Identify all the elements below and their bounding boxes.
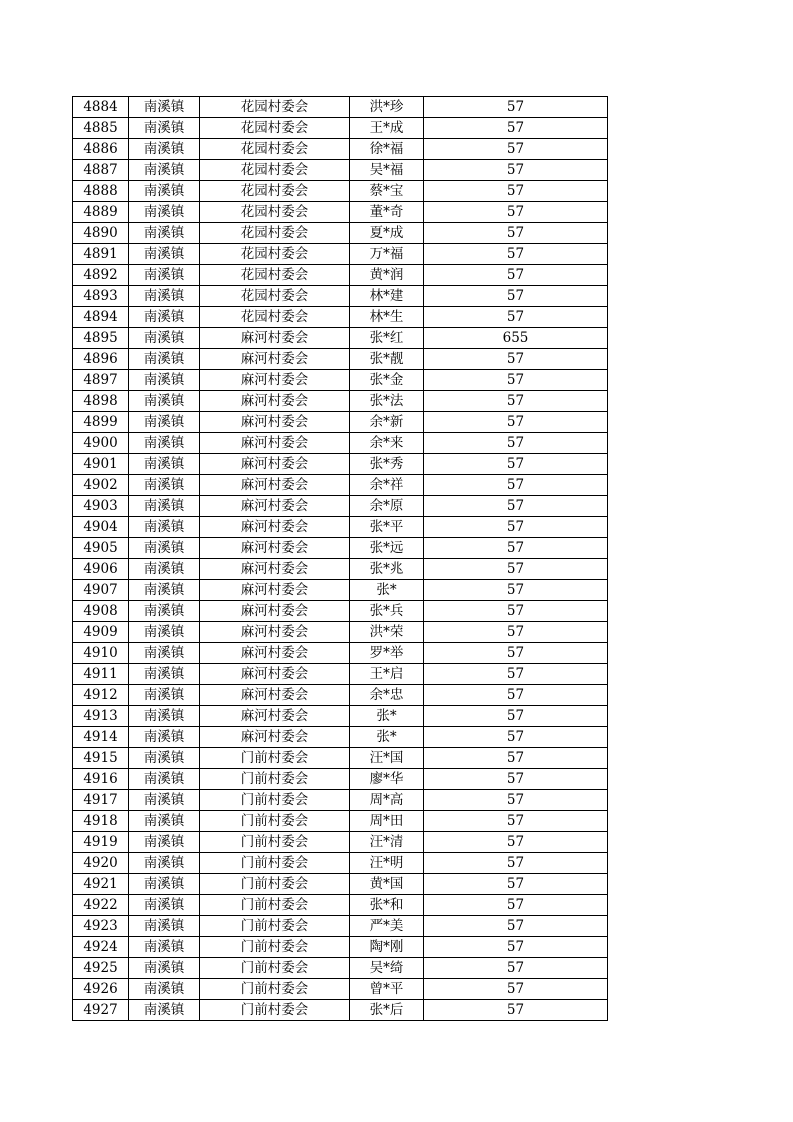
table-row — [73, 181, 608, 202]
amount-cell: 57 — [424, 433, 608, 454]
table-row — [73, 517, 608, 538]
row-number-cell: 4907 — [73, 580, 129, 601]
row-number-cell: 4888 — [73, 181, 129, 202]
table-row — [73, 118, 608, 139]
town-cell: 南溪镇 — [129, 160, 200, 181]
amount-cell: 57 — [424, 748, 608, 769]
table-row — [73, 706, 608, 727]
amount-cell: 57 — [424, 475, 608, 496]
town-cell: 南溪镇 — [129, 496, 200, 517]
name-cell: 汪*清 — [350, 832, 424, 853]
amount-cell: 57 — [424, 559, 608, 580]
town-cell: 南溪镇 — [129, 580, 200, 601]
table-row — [73, 496, 608, 517]
town-cell: 南溪镇 — [129, 601, 200, 622]
name-cell: 张*靓 — [350, 349, 424, 370]
name-cell: 吴*绮 — [350, 958, 424, 979]
town-cell: 南溪镇 — [129, 916, 200, 937]
name-cell: 董*奇 — [350, 202, 424, 223]
amount-cell: 57 — [424, 832, 608, 853]
table-row — [73, 475, 608, 496]
town-cell: 南溪镇 — [129, 328, 200, 349]
table-row — [73, 349, 608, 370]
amount-cell: 57 — [424, 265, 608, 286]
village-committee-cell: 门前村委会 — [200, 937, 350, 958]
name-cell: 吴*福 — [350, 160, 424, 181]
town-cell: 南溪镇 — [129, 832, 200, 853]
village-committee-cell: 花园村委会 — [200, 139, 350, 160]
row-number-cell: 4921 — [73, 874, 129, 895]
row-number-cell: 4913 — [73, 706, 129, 727]
row-number-cell: 4894 — [73, 307, 129, 328]
village-committee-cell: 麻河村委会 — [200, 328, 350, 349]
table-row — [73, 643, 608, 664]
row-number-cell: 4923 — [73, 916, 129, 937]
row-number-cell: 4889 — [73, 202, 129, 223]
town-cell: 南溪镇 — [129, 307, 200, 328]
table-row — [73, 811, 608, 832]
data-table — [72, 96, 608, 1021]
table-row — [73, 895, 608, 916]
name-cell: 张* — [350, 580, 424, 601]
town-cell: 南溪镇 — [129, 181, 200, 202]
town-cell: 南溪镇 — [129, 727, 200, 748]
name-cell: 张*远 — [350, 538, 424, 559]
town-cell: 南溪镇 — [129, 853, 200, 874]
amount-cell: 57 — [424, 517, 608, 538]
amount-cell: 57 — [424, 706, 608, 727]
village-committee-cell: 麻河村委会 — [200, 685, 350, 706]
amount-cell: 57 — [424, 1000, 608, 1021]
row-number-cell: 4920 — [73, 853, 129, 874]
amount-cell: 57 — [424, 412, 608, 433]
name-cell: 王*成 — [350, 118, 424, 139]
village-committee-cell: 麻河村委会 — [200, 349, 350, 370]
town-cell: 南溪镇 — [129, 811, 200, 832]
name-cell: 张*后 — [350, 1000, 424, 1021]
village-committee-cell: 门前村委会 — [200, 832, 350, 853]
name-cell: 余*新 — [350, 412, 424, 433]
row-number-cell: 4905 — [73, 538, 129, 559]
name-cell: 黄*润 — [350, 265, 424, 286]
village-committee-cell: 花园村委会 — [200, 244, 350, 265]
row-number-cell: 4902 — [73, 475, 129, 496]
town-cell: 南溪镇 — [129, 265, 200, 286]
table-row — [73, 727, 608, 748]
amount-cell: 57 — [424, 979, 608, 1000]
village-committee-cell: 门前村委会 — [200, 748, 350, 769]
amount-cell: 57 — [424, 643, 608, 664]
town-cell: 南溪镇 — [129, 874, 200, 895]
table-row — [73, 223, 608, 244]
amount-cell: 57 — [424, 139, 608, 160]
table-row — [73, 958, 608, 979]
village-committee-cell: 花园村委会 — [200, 181, 350, 202]
town-cell: 南溪镇 — [129, 958, 200, 979]
row-number-cell: 4915 — [73, 748, 129, 769]
table-row — [73, 328, 608, 349]
amount-cell: 57 — [424, 727, 608, 748]
village-committee-cell: 麻河村委会 — [200, 370, 350, 391]
amount-cell: 57 — [424, 370, 608, 391]
table-row — [73, 790, 608, 811]
name-cell: 万*福 — [350, 244, 424, 265]
row-number-cell: 4918 — [73, 811, 129, 832]
row-number-cell: 4899 — [73, 412, 129, 433]
table-row — [73, 664, 608, 685]
name-cell: 张*秀 — [350, 454, 424, 475]
amount-cell: 57 — [424, 790, 608, 811]
table-row — [73, 685, 608, 706]
village-committee-cell: 门前村委会 — [200, 916, 350, 937]
name-cell: 张* — [350, 706, 424, 727]
village-committee-cell: 麻河村委会 — [200, 391, 350, 412]
name-cell: 张* — [350, 727, 424, 748]
table-row — [73, 454, 608, 475]
town-cell: 南溪镇 — [129, 643, 200, 664]
table-row — [73, 244, 608, 265]
town-cell: 南溪镇 — [129, 286, 200, 307]
row-number-cell: 4906 — [73, 559, 129, 580]
village-committee-cell: 门前村委会 — [200, 811, 350, 832]
row-number-cell: 4897 — [73, 370, 129, 391]
table-row — [73, 160, 608, 181]
name-cell: 严*美 — [350, 916, 424, 937]
table-row — [73, 559, 608, 580]
name-cell: 张*兵 — [350, 601, 424, 622]
table-row — [73, 139, 608, 160]
name-cell: 洪*珍 — [350, 97, 424, 118]
table-row — [73, 307, 608, 328]
name-cell: 余*祥 — [350, 475, 424, 496]
row-number-cell: 4887 — [73, 160, 129, 181]
name-cell: 徐*福 — [350, 139, 424, 160]
name-cell: 周*田 — [350, 811, 424, 832]
amount-cell: 57 — [424, 118, 608, 139]
town-cell: 南溪镇 — [129, 937, 200, 958]
town-cell: 南溪镇 — [129, 895, 200, 916]
row-number-cell: 4893 — [73, 286, 129, 307]
row-number-cell: 4917 — [73, 790, 129, 811]
village-committee-cell: 麻河村委会 — [200, 496, 350, 517]
name-cell: 陶*刚 — [350, 937, 424, 958]
village-committee-cell: 花园村委会 — [200, 307, 350, 328]
amount-cell: 57 — [424, 937, 608, 958]
name-cell: 张*法 — [350, 391, 424, 412]
town-cell: 南溪镇 — [129, 664, 200, 685]
amount-cell: 57 — [424, 580, 608, 601]
row-number-cell: 4895 — [73, 328, 129, 349]
amount-cell: 57 — [424, 286, 608, 307]
name-cell: 张*兆 — [350, 559, 424, 580]
amount-cell: 57 — [424, 223, 608, 244]
name-cell: 余*忠 — [350, 685, 424, 706]
town-cell: 南溪镇 — [129, 685, 200, 706]
village-committee-cell: 花园村委会 — [200, 97, 350, 118]
name-cell: 张*红 — [350, 328, 424, 349]
amount-cell: 57 — [424, 97, 608, 118]
town-cell: 南溪镇 — [129, 349, 200, 370]
town-cell: 南溪镇 — [129, 118, 200, 139]
village-committee-cell: 花园村委会 — [200, 202, 350, 223]
table-row — [73, 412, 608, 433]
table-row — [73, 1000, 608, 1021]
amount-cell: 57 — [424, 895, 608, 916]
table-row — [73, 391, 608, 412]
town-cell: 南溪镇 — [129, 223, 200, 244]
row-number-cell: 4884 — [73, 97, 129, 118]
village-committee-cell: 门前村委会 — [200, 958, 350, 979]
town-cell: 南溪镇 — [129, 1000, 200, 1021]
row-number-cell: 4891 — [73, 244, 129, 265]
table-row — [73, 874, 608, 895]
town-cell: 南溪镇 — [129, 244, 200, 265]
village-committee-cell: 门前村委会 — [200, 1000, 350, 1021]
village-committee-cell: 门前村委会 — [200, 769, 350, 790]
village-committee-cell: 麻河村委会 — [200, 727, 350, 748]
amount-cell: 57 — [424, 811, 608, 832]
table-row — [73, 748, 608, 769]
row-number-cell: 4898 — [73, 391, 129, 412]
town-cell: 南溪镇 — [129, 412, 200, 433]
table-row — [73, 370, 608, 391]
name-cell: 张*平 — [350, 517, 424, 538]
table-row — [73, 916, 608, 937]
table-body — [73, 97, 608, 1021]
amount-cell: 57 — [424, 664, 608, 685]
town-cell: 南溪镇 — [129, 790, 200, 811]
row-number-cell: 4916 — [73, 769, 129, 790]
village-committee-cell: 麻河村委会 — [200, 601, 350, 622]
name-cell: 蔡*宝 — [350, 181, 424, 202]
amount-cell: 57 — [424, 685, 608, 706]
village-committee-cell: 麻河村委会 — [200, 412, 350, 433]
town-cell: 南溪镇 — [129, 979, 200, 1000]
name-cell: 夏*成 — [350, 223, 424, 244]
table-row — [73, 202, 608, 223]
village-committee-cell: 花园村委会 — [200, 286, 350, 307]
town-cell: 南溪镇 — [129, 97, 200, 118]
row-number-cell: 4911 — [73, 664, 129, 685]
village-committee-cell: 麻河村委会 — [200, 664, 350, 685]
village-committee-cell: 花园村委会 — [200, 160, 350, 181]
row-number-cell: 4912 — [73, 685, 129, 706]
name-cell: 汪*明 — [350, 853, 424, 874]
village-committee-cell: 门前村委会 — [200, 790, 350, 811]
row-number-cell: 4924 — [73, 937, 129, 958]
row-number-cell: 4903 — [73, 496, 129, 517]
row-number-cell: 4885 — [73, 118, 129, 139]
village-committee-cell: 麻河村委会 — [200, 643, 350, 664]
amount-cell: 57 — [424, 454, 608, 475]
row-number-cell: 4896 — [73, 349, 129, 370]
table-row — [73, 97, 608, 118]
row-number-cell: 4909 — [73, 622, 129, 643]
town-cell: 南溪镇 — [129, 559, 200, 580]
name-cell: 曾*平 — [350, 979, 424, 1000]
row-number-cell: 4922 — [73, 895, 129, 916]
amount-cell: 57 — [424, 622, 608, 643]
name-cell: 林*建 — [350, 286, 424, 307]
name-cell: 余*来 — [350, 433, 424, 454]
table-row — [73, 769, 608, 790]
amount-cell: 57 — [424, 181, 608, 202]
amount-cell: 57 — [424, 874, 608, 895]
name-cell: 林*生 — [350, 307, 424, 328]
name-cell: 廖*华 — [350, 769, 424, 790]
village-committee-cell: 麻河村委会 — [200, 706, 350, 727]
table-row — [73, 601, 608, 622]
village-committee-cell: 门前村委会 — [200, 895, 350, 916]
row-number-cell: 4919 — [73, 832, 129, 853]
row-number-cell: 4926 — [73, 979, 129, 1000]
amount-cell: 57 — [424, 496, 608, 517]
table-row — [73, 937, 608, 958]
amount-cell: 57 — [424, 958, 608, 979]
village-committee-cell: 麻河村委会 — [200, 559, 350, 580]
amount-cell: 57 — [424, 349, 608, 370]
town-cell: 南溪镇 — [129, 391, 200, 412]
table-row — [73, 538, 608, 559]
village-committee-cell: 麻河村委会 — [200, 433, 350, 454]
row-number-cell: 4925 — [73, 958, 129, 979]
village-committee-cell: 花园村委会 — [200, 265, 350, 286]
town-cell: 南溪镇 — [129, 769, 200, 790]
town-cell: 南溪镇 — [129, 370, 200, 391]
name-cell: 洪*荣 — [350, 622, 424, 643]
row-number-cell: 4927 — [73, 1000, 129, 1021]
name-cell: 张*金 — [350, 370, 424, 391]
table-row — [73, 622, 608, 643]
village-committee-cell: 麻河村委会 — [200, 454, 350, 475]
row-number-cell: 4892 — [73, 265, 129, 286]
row-number-cell: 4890 — [73, 223, 129, 244]
town-cell: 南溪镇 — [129, 517, 200, 538]
row-number-cell: 4908 — [73, 601, 129, 622]
amount-cell: 57 — [424, 307, 608, 328]
name-cell: 余*原 — [350, 496, 424, 517]
amount-cell: 57 — [424, 160, 608, 181]
town-cell: 南溪镇 — [129, 706, 200, 727]
row-number-cell: 4904 — [73, 517, 129, 538]
name-cell: 罗*举 — [350, 643, 424, 664]
town-cell: 南溪镇 — [129, 748, 200, 769]
amount-cell: 57 — [424, 769, 608, 790]
table-row — [73, 433, 608, 454]
row-number-cell: 4901 — [73, 454, 129, 475]
village-committee-cell: 门前村委会 — [200, 853, 350, 874]
town-cell: 南溪镇 — [129, 433, 200, 454]
name-cell: 张*和 — [350, 895, 424, 916]
table-row — [73, 580, 608, 601]
table-row — [73, 853, 608, 874]
name-cell: 王*启 — [350, 664, 424, 685]
amount-cell: 57 — [424, 538, 608, 559]
table-row — [73, 286, 608, 307]
village-committee-cell: 门前村委会 — [200, 979, 350, 1000]
town-cell: 南溪镇 — [129, 538, 200, 559]
village-committee-cell: 麻河村委会 — [200, 580, 350, 601]
village-committee-cell: 麻河村委会 — [200, 517, 350, 538]
amount-cell: 57 — [424, 391, 608, 412]
village-committee-cell: 门前村委会 — [200, 874, 350, 895]
row-number-cell: 4900 — [73, 433, 129, 454]
village-committee-cell: 麻河村委会 — [200, 622, 350, 643]
village-committee-cell: 花园村委会 — [200, 118, 350, 139]
table-row — [73, 979, 608, 1000]
amount-cell: 57 — [424, 916, 608, 937]
town-cell: 南溪镇 — [129, 139, 200, 160]
row-number-cell: 4886 — [73, 139, 129, 160]
row-number-cell: 4910 — [73, 643, 129, 664]
name-cell: 汪*国 — [350, 748, 424, 769]
amount-cell: 57 — [424, 244, 608, 265]
name-cell: 周*高 — [350, 790, 424, 811]
town-cell: 南溪镇 — [129, 475, 200, 496]
town-cell: 南溪镇 — [129, 454, 200, 475]
row-number-cell: 4914 — [73, 727, 129, 748]
amount-cell: 57 — [424, 202, 608, 223]
name-cell: 黄*国 — [350, 874, 424, 895]
table-row — [73, 832, 608, 853]
amount-cell: 655 — [424, 328, 608, 349]
village-committee-cell: 麻河村委会 — [200, 538, 350, 559]
village-committee-cell: 麻河村委会 — [200, 475, 350, 496]
town-cell: 南溪镇 — [129, 202, 200, 223]
village-committee-cell: 花园村委会 — [200, 223, 350, 244]
town-cell: 南溪镇 — [129, 622, 200, 643]
amount-cell: 57 — [424, 601, 608, 622]
amount-cell: 57 — [424, 853, 608, 874]
table-row — [73, 265, 608, 286]
